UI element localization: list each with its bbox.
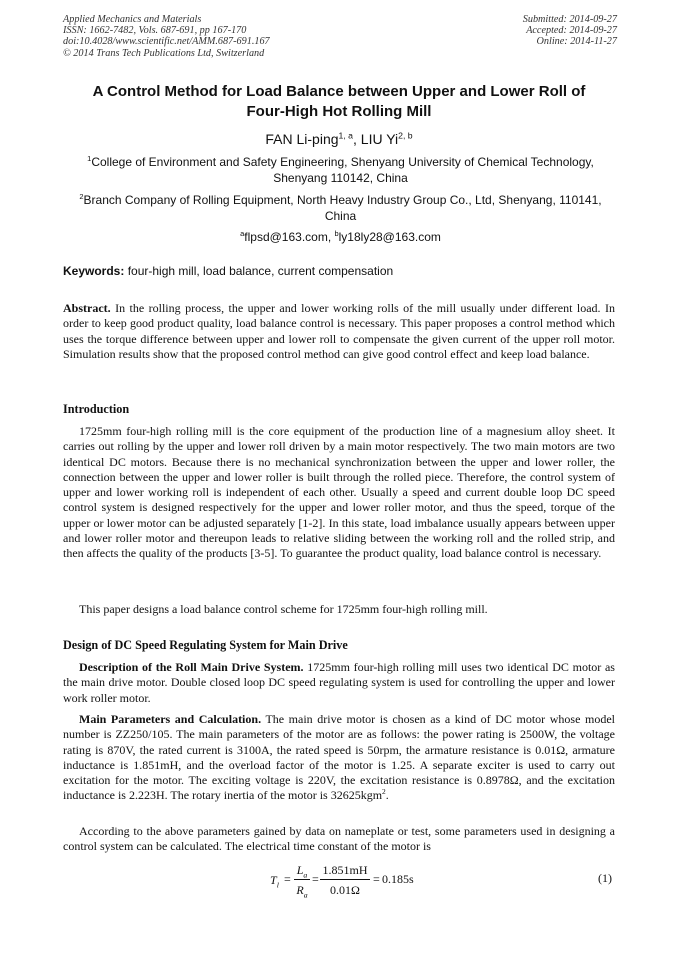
eq-lhs: $T_l$ xyxy=(270,873,279,890)
affil-1-text: College of Environment and Safety Engineering, Shenyang University of Chemical Technology, Shenyang 110142, China xyxy=(91,155,594,185)
copyright-line: © 2014 Trans Tech Publications Ltd, Switzerland xyxy=(63,47,265,59)
doi-line[interactable]: doi:10.4028/www.scientific.net/AMM.687-691.167 xyxy=(63,36,270,48)
email-line xyxy=(63,229,618,245)
equation-number: (1) xyxy=(598,871,612,885)
design-p2-text: The main drive motor is chosen as a kind of DC motor whose model number is ZZ250/105. The main parameters of the motor are as follows: the power rating is 2500W, the voltage rating is 870V, the rated current is 3100A, the rated speed is 50rpm, the armature resistance is 0.01Ω, armature inductance is 1.851mH, and the overload factor of the motor is 1.25. A separate exciter is used to carry out excitation for the motor. The exciting voltage is 220V, the excitation resistance is 0.8978Ω, and the excitation inductance is 2.223H. The rotary inertia of the motor is 32625kgm xyxy=(63,712,615,803)
design-p1-text: 1725mm four-high rolling mill uses two identical DC motor as the main drive motor. Double closed loop DC speed regulating system is used for controlling the upper and lower work roller motor. xyxy=(63,660,615,705)
journal-header xyxy=(63,14,270,59)
eq-equals-1: = xyxy=(284,872,291,886)
email-b[interactable]: ly18ly28@163.com xyxy=(338,230,441,244)
submitted-date: Submitted: 2014-09-27 xyxy=(522,14,617,25)
title-line-2: Four-High Hot Rolling Mill xyxy=(246,102,432,120)
keywords-text: four-high mill, load balance, current compensation xyxy=(124,264,394,278)
accepted-date: Accepted: 2014-09-27 xyxy=(526,25,617,37)
abstract-text: In the rolling process, the upper and lower working rolls of the mill usually under different load. In order to keep good product quality, load balance control is necessary. This paper proposes a control method which uses the torque difference between upper and lower roll to compensate the given current of the upper roll motor. Simulation results show that the proposed control method can give good control effect and keep load balance. xyxy=(63,301,615,361)
affil-2-mark: 2 xyxy=(79,192,84,201)
affiliation-2 xyxy=(63,192,618,224)
eq-fraction-1: $L_a$ $R_a$ xyxy=(294,862,310,898)
title-line-1: A Control Method for Load Balance between Upper and Lower Roll of xyxy=(92,83,586,100)
design-p2-end: . xyxy=(385,788,389,803)
email-a[interactable]: flpsd@163.com, xyxy=(244,230,335,244)
affiliation-1 xyxy=(63,154,618,186)
paper-title xyxy=(40,82,638,121)
design-paragraph-1 xyxy=(63,660,615,706)
email-b-mark: b xyxy=(334,229,339,238)
email-a-mark: a xyxy=(240,229,245,238)
design-p1-label: Description of the Roll Main Drive System. xyxy=(79,660,304,674)
design-p2-sup: 2 xyxy=(382,787,386,797)
issn-line: ISSN: 1662-7482, Vols. 687-691, pp 167-170 xyxy=(63,25,247,37)
author-2: LIU Yi xyxy=(360,131,399,147)
author-separator: , xyxy=(353,131,361,147)
intro-paragraph-2: This paper designs a load balance control scheme for 1725mm four-high rolling mill. xyxy=(79,602,488,616)
affil-2-text: Branch Company of Rolling Equipment, North Heavy Industry Group Co., Ltd, Shenyang, 110141, China xyxy=(83,193,602,223)
affil-1-mark: 1 xyxy=(87,154,92,163)
keywords xyxy=(63,264,393,278)
eq-result: 0.185s xyxy=(382,872,414,886)
author-list xyxy=(40,131,638,147)
design-paragraph-3: According to the above parameters gained by data on nameplate or test, some parameters used in designing a control system can be calculated. The electrical time constant of the motor is xyxy=(63,824,615,854)
introduction-heading: Introduction xyxy=(63,402,130,416)
abstract xyxy=(63,301,615,362)
online-date: Online: 2014-11-27 xyxy=(536,36,617,48)
dates-header xyxy=(523,14,617,48)
eq-equals-3: = xyxy=(373,872,380,886)
design-p2-label: Main Parameters and Calculation. xyxy=(79,712,262,726)
abstract-label: Abstract. xyxy=(63,301,111,315)
intro-paragraph-1: 1725mm four-high rolling mill is the core equipment of the production line of a magnesium alloy sheet. It carries out rolling by the upper and lower roll driven by a main motor respectively. The two main motors are two identical DC motors. Because there is no mechanical synchronization between the upper and lower roller, the connection between the upper and lower roller is built through the rolled piece. Therefore, the control system of upper and lower working roll is independent of each other. Usually a speed and current double loop DC speed control system is designed respectively for the upper and lower roller motor, and thus the speed, torque of the upper or lower motor can be adjusted separately [1-2]. In this state, load imbalance usually appears between upper and lower roller motor and thereupon leads to relative sliding between the working roll and the rolled strip, and then affects the quality of the products [3-5]. To guarantee the product quality, load balance control is necessary. xyxy=(63,424,615,561)
author-1-affil: 1, a xyxy=(338,130,353,141)
eq-fraction-2: 1.851mH 0.01Ω xyxy=(320,862,370,898)
design-heading: Design of DC Speed Regulating System for Main Drive xyxy=(63,638,348,652)
equation-1 xyxy=(262,858,612,902)
journal-name: Applied Mechanics and Materials xyxy=(63,14,202,25)
keywords-label: Keywords: xyxy=(63,264,125,278)
author-2-affil: 2, b xyxy=(398,130,413,141)
eq-equals-2: = xyxy=(312,872,319,886)
design-paragraph-2 xyxy=(63,712,615,804)
author-1: FAN Li-ping xyxy=(265,131,339,147)
